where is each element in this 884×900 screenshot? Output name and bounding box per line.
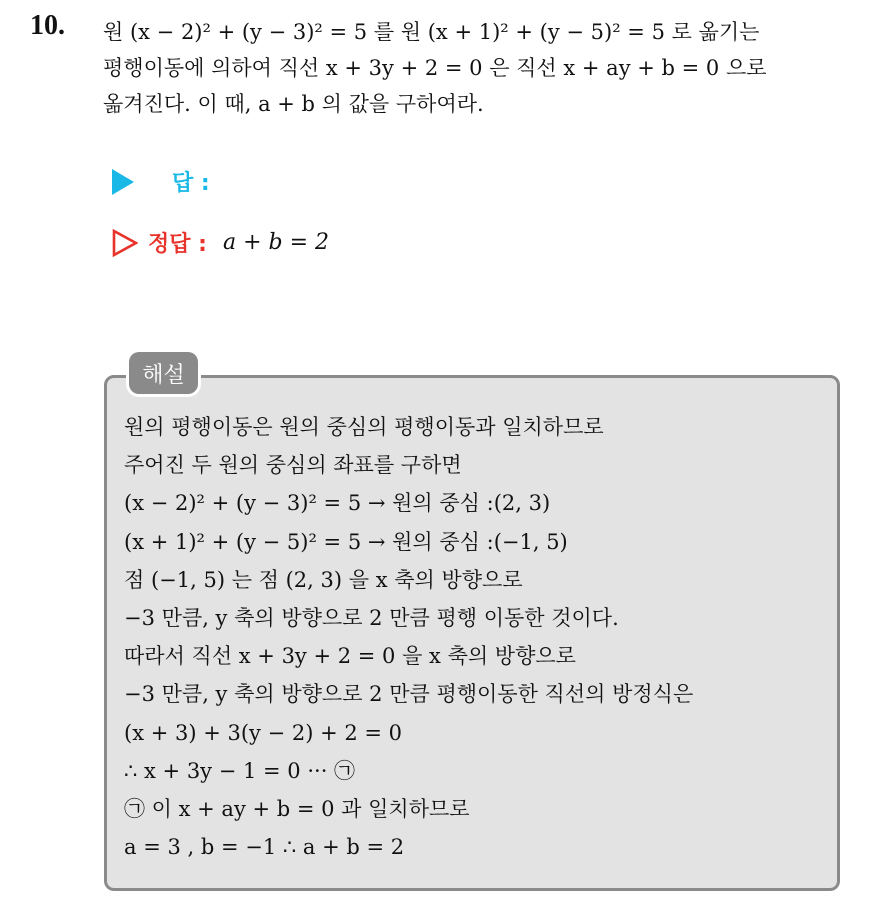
explanation-line: a = 3 , b = −1 ∴ a + b = 2 xyxy=(124,835,405,860)
answer-blank-row xyxy=(112,166,210,197)
outline-triangle-icon xyxy=(112,229,138,257)
correct-answer-value: a + b = 2 xyxy=(222,230,330,255)
filled-triangle-icon xyxy=(112,169,134,195)
explanation-line: (x + 3) + 3(y − 2) + 2 = 0 xyxy=(124,720,403,745)
explanation-line: 점 (−1, 5) 는 점 (2, 3) 을 x 축의 방향으로 xyxy=(124,567,523,592)
explanation-line: ㉠ 이 x + ay + b = 0 과 일치하므로 xyxy=(124,797,470,822)
explanation-line: −3 만큼, y 축의 방향으로 2 만큼 평행이동한 직선의 방정식은 xyxy=(124,682,694,707)
explanation-line: (x + 1)² + (y − 5)² = 5 → 원의 중심 :(−1, 5) xyxy=(124,529,568,554)
problem-line: 원 (x − 2)² + (y − 3)² = 5 를 원 (x + 1)² + (y − 5)² = 5 로 옮기는 xyxy=(103,20,760,44)
problem-number: 10. xyxy=(30,10,65,41)
explanation-tab: 해설 xyxy=(129,352,198,394)
explanation-line: 원의 평행이동은 원의 중심의 평행이동과 일치하므로 xyxy=(124,415,604,439)
explanation-line: ∴ x + 3y − 1 = 0 ··· ㉠ xyxy=(124,758,356,783)
explanation-content xyxy=(124,408,693,866)
problem-line: 옮겨진다. 이 때, a + b 의 값을 구하여라. xyxy=(103,92,484,116)
answer-label: 답 : xyxy=(172,171,210,196)
explanation-line: (x − 2)² + (y − 3)² = 5 → 원의 중심 :(2, 3) xyxy=(124,491,551,516)
explanation-line: 주어진 두 원의 중심의 좌표를 구하면 xyxy=(124,453,462,478)
problem-statement xyxy=(103,14,873,122)
correct-answer-row xyxy=(112,227,329,258)
correct-answer-label: 정답 : xyxy=(148,232,207,257)
problem-line: 평행이동에 의하여 직선 x + 3y + 2 = 0 은 직선 x + ay + b = 0 으로 xyxy=(103,56,767,80)
explanation-line: −3 만큼, y 축의 방향으로 2 만큼 평행 이동한 것이다. xyxy=(124,606,619,631)
explanation-line: 따라서 직선 x + 3y + 2 = 0 을 x 축의 방향으로 xyxy=(124,644,576,669)
